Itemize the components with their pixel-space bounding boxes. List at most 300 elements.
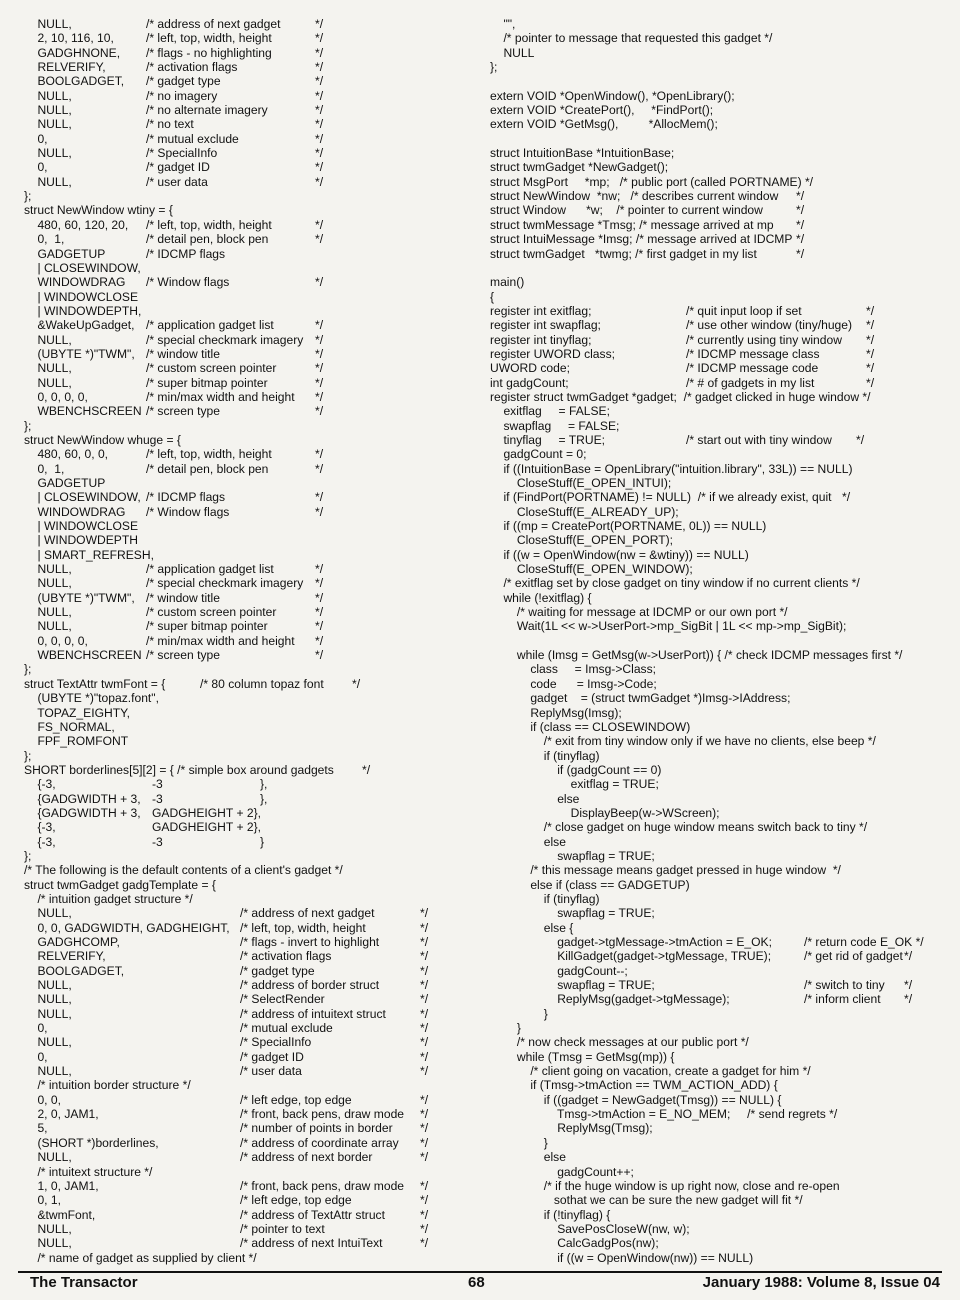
comment-end: */ xyxy=(420,906,429,921)
code-text: BOOLGADGET, xyxy=(24,74,125,89)
code-comment: -3 xyxy=(152,777,163,792)
code-line xyxy=(24,462,479,476)
code-line xyxy=(490,1208,942,1222)
code-comment: /* window title xyxy=(146,346,220,361)
footer-page-number: 68 xyxy=(468,1274,485,1291)
code-text: 0, xyxy=(24,1021,48,1036)
code-text: 0, 1, xyxy=(24,232,65,247)
code-text: while (Imsg = GetMsg(w->UserPort)) { /* check IDCMP messages first */ xyxy=(490,648,903,663)
comment-end: */ xyxy=(315,619,324,634)
code-text: struct IntuitionBase *IntuitionBase; xyxy=(490,146,675,161)
code-text: RELVERIFY, xyxy=(24,60,106,75)
code-comment: /* activation flags xyxy=(240,949,332,964)
code-text: | WINDOWCLOSE xyxy=(24,289,139,304)
code-text: struct NewWindow *nw; /* describes current window xyxy=(490,189,779,204)
comment-end: */ xyxy=(420,1064,429,1079)
comment-end: */ xyxy=(315,146,324,161)
code-text: struct NewWindow wtiny = { xyxy=(24,203,173,218)
code-line xyxy=(490,1064,942,1078)
code-text: }; xyxy=(24,418,32,433)
comment-end: */ xyxy=(315,160,324,175)
comment-end: */ xyxy=(315,490,324,505)
code-line xyxy=(24,1093,479,1107)
code-text: register int swapflag; xyxy=(490,318,601,333)
code-text: if (Tmsg->tmAction == TWM_ACTION_ADD) { xyxy=(490,1078,778,1093)
code-text: | WINDOWCLOSE xyxy=(24,519,139,534)
code-line xyxy=(24,390,479,404)
code-comment: /* IDCMP flags xyxy=(146,490,226,505)
code-line xyxy=(24,318,479,332)
code-text: NULL, xyxy=(24,1035,72,1050)
comment-end: */ xyxy=(315,461,324,476)
code-line xyxy=(24,60,479,74)
code-text: NULL, xyxy=(24,619,72,634)
code-comment: /* address of next IntuiText xyxy=(240,1236,383,1251)
code-text: ReplyMsg(Tmsg); xyxy=(490,1121,653,1136)
code-comment: /* address of next gadget xyxy=(240,906,375,921)
code-text: { xyxy=(490,289,495,304)
code-line xyxy=(490,419,942,433)
code-text: struct IntuiMessage *Imsg; /* message arrived at IDCMP xyxy=(490,232,793,247)
code-text: }; xyxy=(24,848,32,863)
code-text: /* exitflag set by close gadget on tiny window if no current clients */ xyxy=(490,576,860,591)
comment-end: */ xyxy=(866,375,875,390)
code-line xyxy=(24,935,479,949)
code-line xyxy=(24,117,479,131)
comment-end: */ xyxy=(420,935,429,949)
code-text: NULL xyxy=(490,45,535,60)
code-line xyxy=(24,921,479,935)
code-line xyxy=(490,31,942,45)
code-line xyxy=(24,261,479,275)
code-line xyxy=(24,519,479,533)
code-line xyxy=(24,734,479,748)
code-line xyxy=(24,1236,479,1250)
code-text: NULL, xyxy=(24,146,72,161)
comment-end: */ xyxy=(315,60,324,75)
code-text: class = Imsg->Class; xyxy=(490,662,656,677)
code-comment: GADGHEIGHT + 2}, xyxy=(152,820,261,835)
comment-end: */ xyxy=(362,762,371,777)
code-line xyxy=(24,949,479,963)
comment-end: */ xyxy=(420,1135,429,1150)
footer-issue-date: January 1988: Volume 8, Issue 04 xyxy=(702,1274,940,1291)
code-comment: /* special checkmark imagery xyxy=(146,576,304,591)
code-line xyxy=(24,878,479,892)
comment-end: */ xyxy=(315,562,324,577)
comment-end: */ xyxy=(420,1035,429,1050)
comment-end: }, xyxy=(260,777,268,792)
code-text: 0, 0, 0, 0, xyxy=(24,389,88,404)
code-line xyxy=(24,275,479,289)
code-line xyxy=(24,992,479,1006)
code-comment: /* Window flags xyxy=(146,504,230,519)
code-line xyxy=(24,333,479,347)
code-comment: /* gadget type xyxy=(240,963,315,978)
code-line xyxy=(490,820,942,834)
code-text: }; xyxy=(490,60,498,75)
code-text: | WINDOWDEPTH xyxy=(24,533,138,548)
code-text: gadgCount = 0; xyxy=(490,447,587,462)
code-comment: /* address of next border xyxy=(240,1150,373,1165)
code-text: else { xyxy=(490,920,574,935)
code-line xyxy=(24,706,479,720)
code-text: Wait(1L << w->UserPort->mp_SigBit | 1L << mp->mp_SigBit); xyxy=(490,619,847,634)
code-text: GADGETUP xyxy=(24,476,106,490)
code-line xyxy=(490,992,942,1006)
code-line xyxy=(490,476,942,490)
comment-end: */ xyxy=(315,31,324,46)
code-text: GADGHCOMP, xyxy=(24,935,120,949)
code-text: GADGHNONE, xyxy=(24,45,121,60)
code-text: FS_NORMAL, xyxy=(24,719,115,734)
code-line xyxy=(24,1251,479,1265)
code-text: swapflag = TRUE; xyxy=(490,978,655,993)
code-text: gadgCount++; xyxy=(490,1164,634,1179)
code-line xyxy=(24,304,479,318)
code-text: /* exit from tiny window only if we have no clients, else beep */ xyxy=(490,734,876,749)
comment-end: */ xyxy=(420,978,429,993)
code-text: swapflag = TRUE; xyxy=(490,848,655,863)
code-line xyxy=(490,964,942,978)
code-line xyxy=(24,648,479,662)
comment-end: */ xyxy=(866,346,875,361)
comment-end: */ xyxy=(315,88,324,103)
code-line xyxy=(24,447,479,461)
code-text: {-3, xyxy=(24,834,56,849)
code-line xyxy=(24,662,479,676)
code-text: tinyflag = TRUE; xyxy=(490,432,606,447)
code-comment: /* custom screen pointer xyxy=(146,361,277,376)
code-line xyxy=(24,433,479,447)
comment-end: */ xyxy=(315,375,324,390)
code-comment: /* Window flags xyxy=(146,275,230,290)
code-line xyxy=(24,1208,479,1222)
code-line xyxy=(490,1121,942,1135)
code-comment: /* SpecialInfo xyxy=(146,146,218,161)
code-text: | CLOSEWINDOW, xyxy=(24,260,141,275)
code-line xyxy=(24,1150,479,1164)
comment-end: */ xyxy=(420,1221,429,1236)
code-comment: /* use other window (tiny/huge) xyxy=(686,318,853,333)
code-line xyxy=(490,605,942,619)
code-text: gadget = (struct twmGadget *)Imsg->IAddress; xyxy=(490,691,791,706)
code-line xyxy=(24,749,479,763)
code-line xyxy=(490,17,942,31)
code-comment: /* left, top, width, height xyxy=(146,447,272,462)
code-text: DisplayBeep(w->WScreen); xyxy=(490,805,720,820)
code-text: WINDOWDRAG xyxy=(24,504,126,519)
code-line xyxy=(490,878,942,892)
code-comment: /* gadget type xyxy=(146,74,221,89)
code-line xyxy=(490,60,942,74)
comment-end: */ xyxy=(315,576,324,591)
code-line xyxy=(490,1236,942,1250)
comment-end: */ xyxy=(315,275,324,290)
code-text: TOPAZ_EIGHTY, xyxy=(24,705,130,720)
code-line xyxy=(24,978,479,992)
code-line xyxy=(24,31,479,45)
code-line xyxy=(490,89,942,103)
code-line xyxy=(490,777,942,791)
code-comment: /* IDCMP message class xyxy=(686,346,820,361)
code-text: if (!tinyflag) { xyxy=(490,1207,611,1222)
code-text: register UWORD class; xyxy=(490,346,615,361)
code-line xyxy=(24,74,479,88)
code-text: NULL, xyxy=(24,562,72,577)
code-text: SHORT borderlines[5][2] = { /* simple box around gadgets xyxy=(24,762,334,777)
comment-end: */ xyxy=(866,318,875,333)
code-comment: /* gadget ID xyxy=(146,160,210,175)
code-comment: /* left, top, width, height xyxy=(146,31,272,46)
code-line xyxy=(490,749,942,763)
code-comment: /* currently using tiny window xyxy=(686,332,842,347)
code-text: }; xyxy=(24,662,32,677)
code-line xyxy=(490,1107,942,1121)
code-text: if (tinyflag) xyxy=(490,891,600,906)
comment-end: */ xyxy=(866,361,875,376)
code-comment: /* pointer to text xyxy=(240,1221,325,1236)
code-line xyxy=(24,835,479,849)
comment-end: */ xyxy=(315,447,324,462)
code-line xyxy=(490,648,942,662)
code-line xyxy=(24,691,479,705)
code-line xyxy=(24,906,479,920)
code-text: &twmFont, xyxy=(24,1207,96,1222)
code-line xyxy=(24,146,479,160)
code-line xyxy=(24,763,479,777)
code-text: NULL, xyxy=(24,1221,72,1236)
code-line xyxy=(490,634,942,648)
code-text: if ((mp = CreatePort(PORTNAME, 0L)) == NULL) xyxy=(490,519,767,534)
code-text: KillGadget(gadget->tgMessage, TRUE); xyxy=(490,949,772,964)
code-line xyxy=(490,806,942,820)
code-line xyxy=(24,46,479,60)
code-text: RELVERIFY, xyxy=(24,949,106,964)
comment-end: }, xyxy=(260,791,268,806)
code-line xyxy=(490,347,942,361)
code-text: {GADGWIDTH + 3, xyxy=(24,791,141,806)
code-text: 0, 0, GADGWIDTH, GADGHEIGHT, xyxy=(24,920,230,935)
code-text: exitflag = FALSE; xyxy=(490,404,610,419)
code-line xyxy=(24,347,479,361)
code-comment: /* address of border struct xyxy=(240,978,380,993)
footer-rule xyxy=(18,1271,942,1273)
code-line xyxy=(490,160,942,174)
code-text: register int exitflag; xyxy=(490,303,592,318)
code-text: NULL, xyxy=(24,1006,72,1021)
code-line xyxy=(24,1107,479,1121)
code-line xyxy=(490,318,942,332)
code-line xyxy=(490,1007,942,1021)
code-line xyxy=(490,117,942,131)
code-line xyxy=(24,175,479,189)
code-text: if ((w = OpenWindow(nw = &wtiny)) == NULL) xyxy=(490,547,749,562)
comment-end: */ xyxy=(420,1207,429,1222)
code-line xyxy=(490,261,942,275)
code-comment: /* address of next gadget xyxy=(146,17,281,31)
code-comment: /* user data xyxy=(240,1064,302,1079)
code-line xyxy=(490,576,942,590)
code-comment: /* left, top, width, height xyxy=(240,920,366,935)
code-line xyxy=(24,203,479,217)
code-line xyxy=(24,376,479,390)
comment-end: */ xyxy=(856,432,865,447)
code-comment: /* screen type xyxy=(146,648,220,663)
code-line xyxy=(490,203,942,217)
code-text: /* this message means gadget pressed in huge window */ xyxy=(490,863,841,878)
code-text: struct twmGadget *twmg; /* first gadget in my list xyxy=(490,246,757,261)
code-line xyxy=(24,17,479,31)
comment-end: */ xyxy=(315,232,324,247)
code-line xyxy=(490,247,942,261)
code-comment: /* start out with tiny window xyxy=(686,432,832,447)
code-text: /* client going on vacation, create a gadget for him */ xyxy=(490,1064,811,1079)
code-line xyxy=(24,591,479,605)
code-line xyxy=(24,820,479,834)
code-line xyxy=(490,333,942,347)
comment-end: */ xyxy=(796,203,805,218)
code-comment: /* number of points in border xyxy=(240,1121,393,1136)
code-line xyxy=(24,548,479,562)
code-text: /* now check messages at our public port */ xyxy=(490,1035,749,1050)
code-line xyxy=(490,505,942,519)
code-text: swapflag = TRUE; xyxy=(490,906,655,921)
code-text: extern VOID *CreatePort(), *FindPort(); xyxy=(490,103,714,118)
code-text: 480, 60, 0, 0, xyxy=(24,447,109,462)
code-line xyxy=(24,720,479,734)
code-line xyxy=(490,734,942,748)
code-comment: /* min/max width and height xyxy=(146,633,295,648)
code-line xyxy=(490,949,942,963)
comment-end: */ xyxy=(420,1178,429,1193)
code-line xyxy=(490,132,942,146)
code-line xyxy=(490,1179,942,1193)
code-comment: /* min/max width and height xyxy=(146,389,295,404)
code-comment: /* mutual exclude xyxy=(240,1021,333,1036)
comment-end: */ xyxy=(315,633,324,648)
code-line xyxy=(490,1193,942,1207)
code-comment: /* 80 column topaz font xyxy=(200,676,324,691)
code-line xyxy=(24,964,479,978)
code-text: ReplyMsg(gadget->tgMessage); xyxy=(490,992,730,1007)
code-line xyxy=(490,849,942,863)
code-text: FPF_ROMFONT xyxy=(24,734,129,749)
code-text: 5, xyxy=(24,1121,48,1136)
code-text: if (class == CLOSEWINDOW) xyxy=(490,719,691,734)
code-comment: /* flags - no highlighting xyxy=(146,45,272,60)
code-comment: /* flags - invert to highlight xyxy=(240,935,380,949)
code-comment: /* SelectRender xyxy=(240,992,325,1007)
comment-end: */ xyxy=(420,1049,429,1064)
code-text: extern VOID *GetMsg(), *AllocMem(); xyxy=(490,117,718,132)
comment-end: */ xyxy=(315,605,324,620)
code-comment: /* application gadget list xyxy=(146,562,274,577)
code-line xyxy=(490,978,942,992)
code-comment: /* super bitmap pointer xyxy=(146,619,268,634)
code-text: 0, 1, xyxy=(24,461,65,476)
comment-end: */ xyxy=(315,74,324,89)
code-text: /* waiting for message at IDCMP or our own port */ xyxy=(490,605,788,620)
code-text: CloseStuff(E_ALREADY_UP); xyxy=(490,504,679,519)
code-line xyxy=(24,218,479,232)
code-text: while (Tmsg = GetMsg(mp)) { xyxy=(490,1049,675,1064)
code-comment: /* return code E_OK */ xyxy=(804,935,924,949)
comment-end: */ xyxy=(315,174,324,189)
code-line xyxy=(490,706,942,720)
code-line xyxy=(24,619,479,633)
code-text: NULL, xyxy=(24,332,72,347)
comment-end: */ xyxy=(796,189,805,204)
code-text: struct MsgPort *mp; /* public port (called PORTNAME) */ xyxy=(490,174,814,189)
code-text: 1, 0, JAM1, xyxy=(24,1178,99,1193)
code-text: NULL, xyxy=(24,1236,72,1251)
code-line xyxy=(490,935,942,949)
code-text: NULL, xyxy=(24,576,72,591)
comment-end: */ xyxy=(420,1193,429,1208)
code-text: gadgCount--; xyxy=(490,963,628,978)
code-comment: /* super bitmap pointer xyxy=(146,375,268,390)
code-text: struct TextAttr twmFont = { xyxy=(24,676,166,691)
code-line xyxy=(24,232,479,246)
code-comment: /* front, back pens, draw mode xyxy=(240,1107,405,1122)
code-line xyxy=(490,218,942,232)
code-line xyxy=(24,1222,479,1236)
code-text: else if (class == GADGETUP) xyxy=(490,877,690,892)
code-text: gadget->tgMessage->tmAction = E_OK; xyxy=(490,935,772,949)
code-line xyxy=(490,619,942,633)
code-text: CloseStuff(E_OPEN_INTUI); xyxy=(490,476,672,490)
code-comment: /* special checkmark imagery xyxy=(146,332,304,347)
code-text: NULL, xyxy=(24,117,72,132)
code-text: /* close gadget on huge window means switch back to tiny */ xyxy=(490,820,868,835)
code-text: GADGETUP xyxy=(24,246,106,261)
code-text: extern VOID *OpenWindow(), *OpenLibrary(); xyxy=(490,88,735,103)
comment-end: */ xyxy=(315,404,324,419)
code-line xyxy=(24,1078,479,1092)
code-line xyxy=(24,189,479,203)
code-text: CloseStuff(E_OPEN_WINDOW); xyxy=(490,562,693,577)
code-line xyxy=(490,892,942,906)
code-text: struct NewWindow whuge = { xyxy=(24,432,181,447)
code-text: if (tinyflag) xyxy=(490,748,600,763)
code-text: NULL, xyxy=(24,174,72,189)
code-comment: /* application gadget list xyxy=(146,318,274,333)
code-text: exitflag = TRUE; xyxy=(490,777,659,792)
code-text: 480, 60, 120, 20, xyxy=(24,217,129,232)
code-text: WBENCHSCREEN xyxy=(24,648,142,663)
code-text: /* if the huge window is up right now, close and re-open xyxy=(490,1178,840,1193)
code-text: NULL, xyxy=(24,103,72,118)
code-text: swapflag = FALSE; xyxy=(490,418,620,433)
code-text: NULL, xyxy=(24,361,72,376)
code-text: 0, 0, 0, 0, xyxy=(24,633,88,648)
comment-end: */ xyxy=(904,949,913,964)
code-comment: /* no alternate imagery xyxy=(146,103,268,118)
comment-end: */ xyxy=(315,361,324,376)
code-line xyxy=(490,376,942,390)
code-line xyxy=(490,103,942,117)
code-text: } xyxy=(490,1135,548,1150)
comment-end: */ xyxy=(420,1236,429,1251)
comment-end: */ xyxy=(420,1121,429,1136)
code-comment: /* left, top, width, height xyxy=(146,217,272,232)
comment-end: */ xyxy=(315,217,324,232)
code-line xyxy=(490,835,942,849)
code-comment: /* get rid of gadget xyxy=(804,949,903,964)
code-text: BOOLGADGET, xyxy=(24,963,125,978)
code-line xyxy=(490,74,942,88)
